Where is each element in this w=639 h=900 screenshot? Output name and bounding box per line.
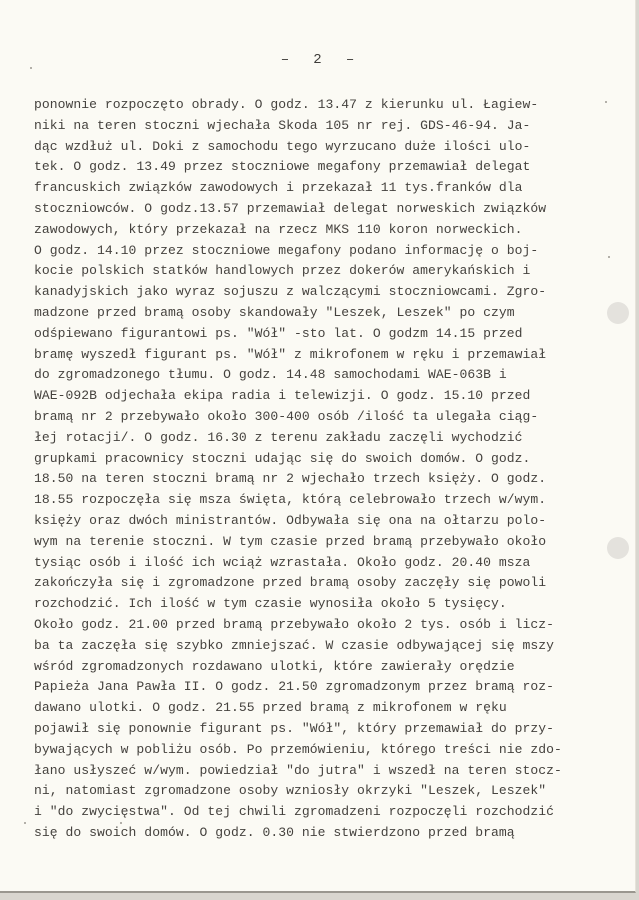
text-line: bramę wyszedł figurant ps. "Wół" z mikrofonem w ręku i przemawiał [34,346,547,362]
page-number-header [0,52,635,68]
text-line: odśpiewano figurantowi ps. "Wół" -sto lat. O godzm 14.15 przed [34,325,523,341]
text-line: tysiąc osób i ilość ich wciąż wzrastała. Około godz. 20.40 msza [34,554,531,570]
text-line: tek. O godz. 13.49 przez stoczniowe megafony przemawiał delegat [34,159,531,175]
text-line: ba ta zaczęła się szybko zmniejszać. W czasie odbywającej się mszy [34,637,555,653]
typewritten-body [34,95,594,844]
text-line: dawano ulotki. O godz. 21.55 przed bramą z mikrofonem w ręku [34,700,507,716]
text-line: O godz. 14.10 przez stoczniowe megafony podano informację o boj- [34,242,539,258]
text-line: łano usłyszeć w/wym. powiedział "do jutra" i wszedł na teren stocz- [34,762,562,778]
text-line: grupkami pracownicy stoczni udając się do swoich domów. O godz. [34,450,531,466]
punch-hole-mark [607,537,629,559]
page-number-dash-right: – [345,52,355,68]
text-line: księży oraz dwóch ministrantów. Odbywała się ona na ołtarzu polo- [34,512,547,528]
text-line: do zgromadzonego tłumu. O godz. 14.48 samochodami WAE-063B i [34,367,507,383]
text-line: kocie polskich statków handlowych przez dokerów amerykańskich i [34,263,531,279]
paper-speck [608,256,610,258]
text-line: rozchodzić. Ich ilość w tym czasie wynosiła około 5 tysięcy. [34,596,507,612]
text-line: pojawił się ponownie figurant ps. "Wół", który przemawiał do przy- [34,720,555,736]
text-line: Papieża Jana Pawła II. O godz. 21.50 zgromadzonym przez bramą roz- [34,679,555,695]
text-line: zakończyła się i zgromadzone przed bramą osoby zaczęły się powoli [34,575,547,591]
text-line: madzone przed bramą osoby skandowały "Leszek, Leszek" po czym [34,304,515,320]
text-line: 18.55 rozpoczęła się msza święta, którą celebrowało trzech w/wym. [34,492,547,508]
text-line: bywających w pobliżu osób. Po przemówieniu, którego treści nie zdo- [34,741,562,757]
text-line: ponownie rozpoczęto obrady. O godz. 13.47 z kierunku ul. Łagiew- [34,97,539,112]
text-line: łej rotacji/. O godz. 16.30 z terenu zakładu zaczęli wychodzić [34,429,523,445]
text-line: WAE-092B odjechała ekipa radia i telewizji. O godz. 15.10 przed [34,388,531,404]
text-line: wym na terenie stoczni. W tym czasie przed bramą przebywało około [34,533,547,549]
text-line: ni, natomiast zgromadzone osoby wzniosły okrzyki "Leszek, Leszek" [34,783,547,799]
text-line: 18.50 na teren stoczni bramą nr 2 wjechało trzech księży. O godz. [34,471,547,487]
text-line: stoczniowców. O godz.13.57 przemawiał delegat norweskich związków [34,200,547,216]
text-line: niki na teren stoczni wjechała Skoda 105 nr rej. GDS-46-94. Ja- [34,117,531,133]
punch-hole-mark [607,302,629,324]
paper-speck [120,822,122,824]
paper-speck [30,67,32,69]
page-number: 2 [313,52,322,68]
text-line: zawodowych, który przekazał na rzecz MKS 110 koron norweckich. [34,221,523,237]
text-line: dąc wzdłuż ul. Doki z samochodu tego wyrzucano duże ilości ulo- [34,138,531,154]
page-number-dash-left: – [280,52,290,68]
text-line: francuskich związków zawodowych i przekazał 11 tys.franków dla [34,180,523,196]
text-line: się do swoich domów. O godz. 0.30 nie stwierdzono przed bramą [34,824,515,840]
text-line: Około godz. 21.00 przed bramą przebywało około 2 tys. osób i licz- [34,616,555,632]
paper-speck [605,101,607,103]
text-line: kanadyjskich jako wyraz sojuszu z walczącymi stoczniowcami. Zgro- [34,284,547,300]
text-line: wśród zgromadzonych rozdawano ulotki, które zawierały orędzie [34,658,515,674]
text-line: i "do zwycięstwa". Od tej chwili zgromadzeni rozpoczęli rozchodzić [34,804,555,820]
text-line: bramą nr 2 przebywało około 300-400 osób /ilość ta ulegała ciąg- [34,408,539,424]
paper-speck [24,822,26,824]
